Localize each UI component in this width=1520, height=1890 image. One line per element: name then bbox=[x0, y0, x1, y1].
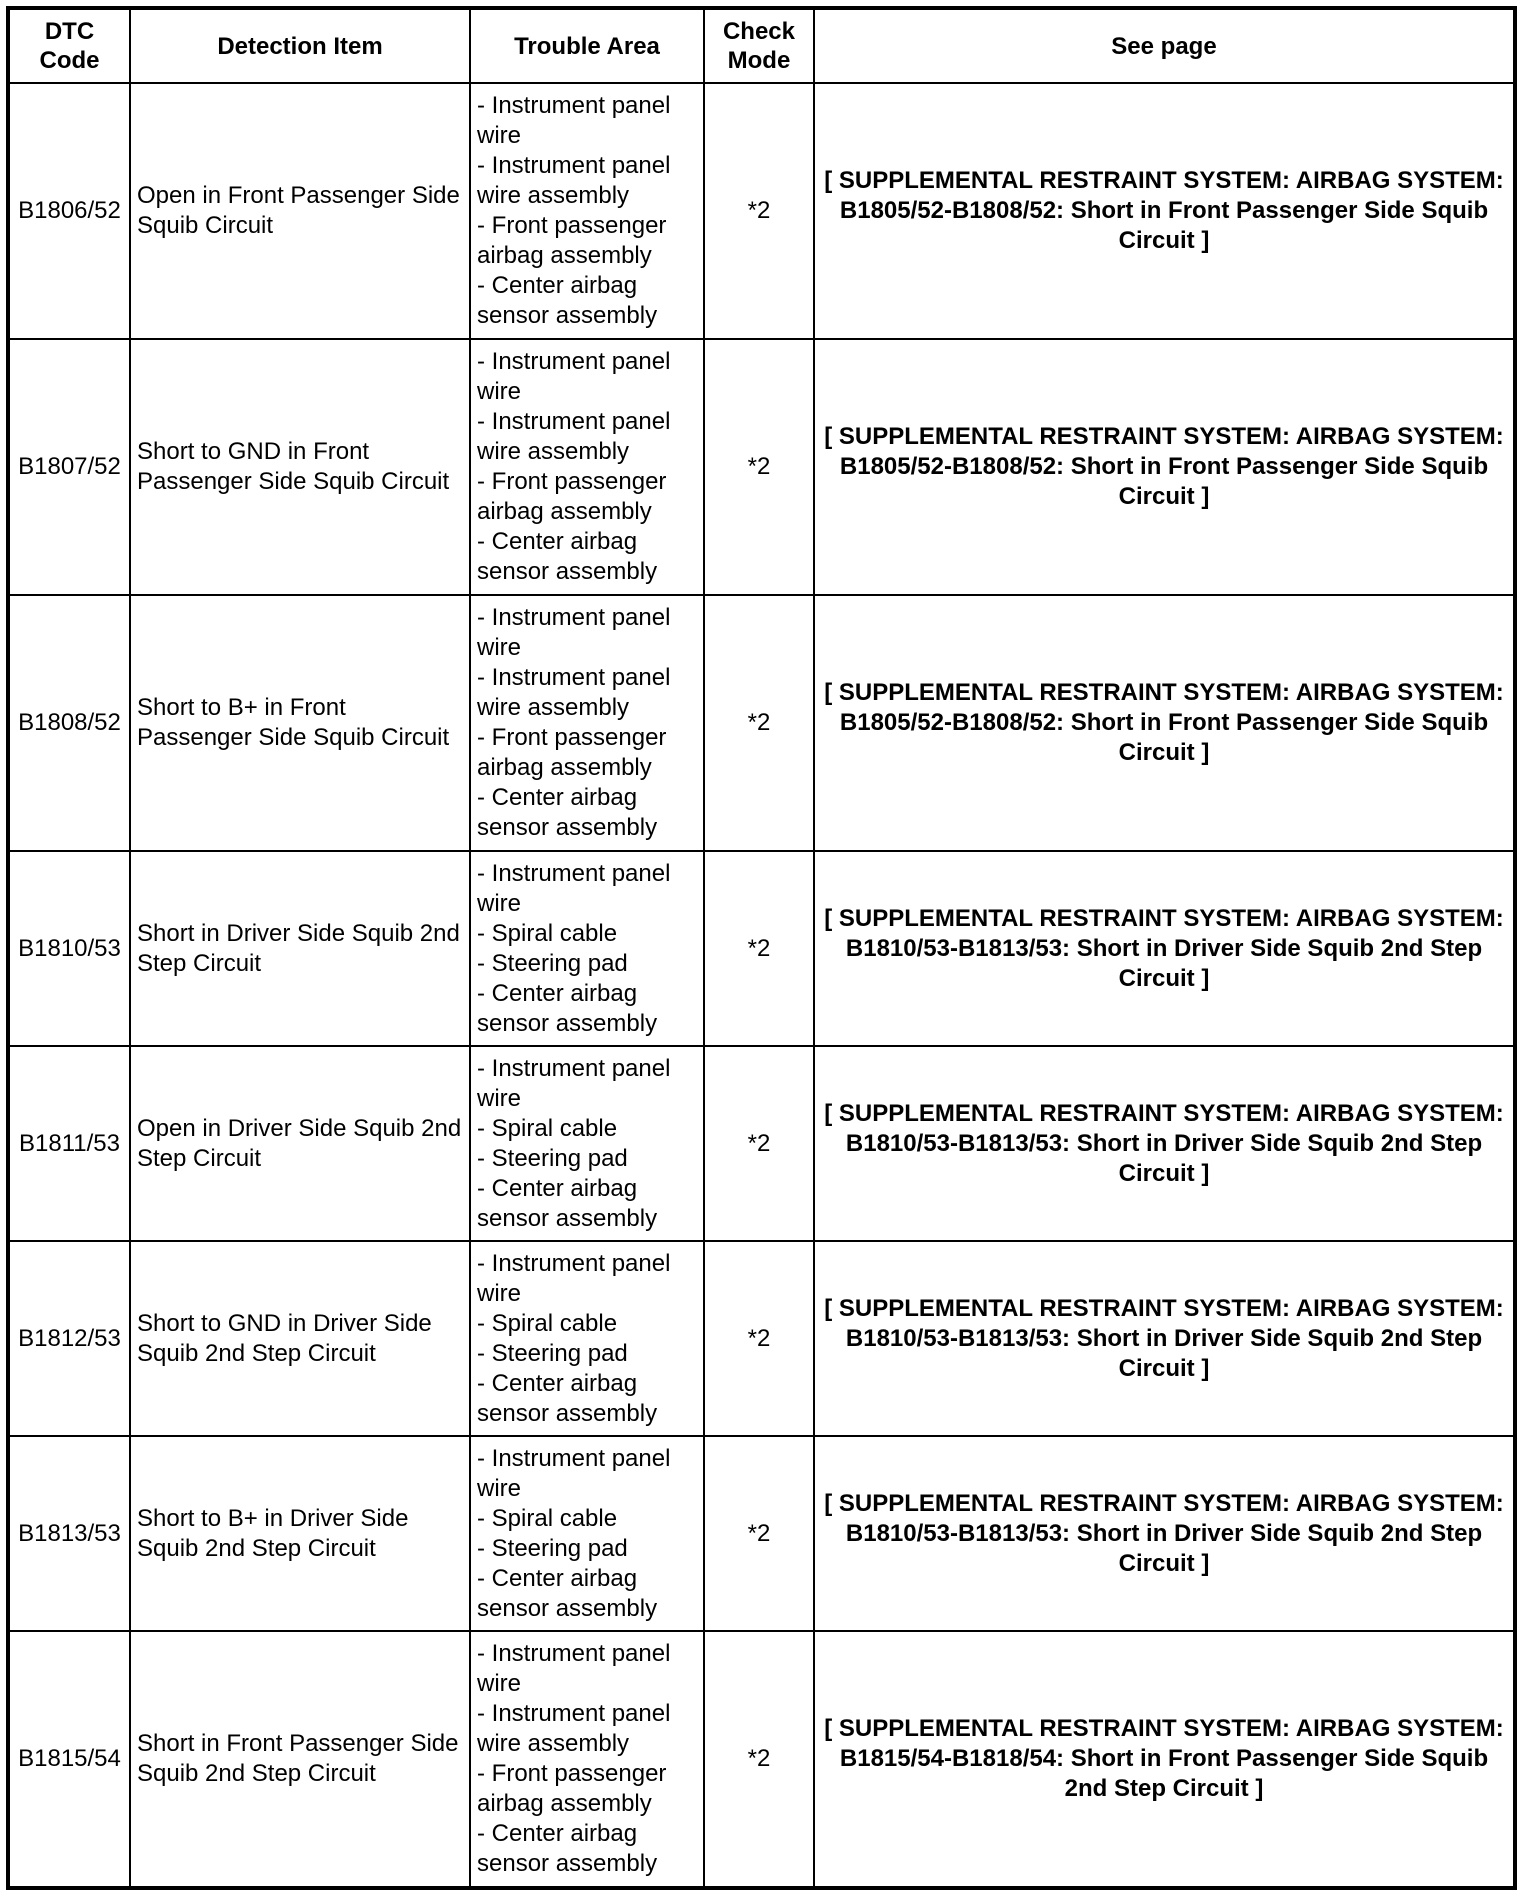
trouble-area: - Instrument panel wire - Spiral cable - Steering pad - Center airbag sensor assembly bbox=[470, 1241, 704, 1436]
see-page-link[interactable]: [ SUPPLEMENTAL RESTRAINT SYSTEM: AIRBAG SYSTEM: B1805/52-B1808/52: Short in Front Passenger Side Squib Circuit ] bbox=[814, 595, 1515, 851]
table-row bbox=[8, 339, 1515, 595]
see-page-link[interactable]: [ SUPPLEMENTAL RESTRAINT SYSTEM: AIRBAG SYSTEM: B1810/53-B1813/53: Short in Driver Side Squib 2nd Step Circuit ] bbox=[814, 1241, 1515, 1436]
dtc-code: B1813/53 bbox=[8, 1436, 130, 1631]
header-see-page: See page bbox=[814, 8, 1515, 83]
dtc-table bbox=[6, 6, 1517, 1890]
detection-item: Short to B+ in Front Passenger Side Squib Circuit bbox=[130, 595, 470, 851]
check-mode: *2 bbox=[704, 1241, 814, 1436]
dtc-code: B1806/52 bbox=[8, 83, 130, 339]
detection-item: Short in Front Passenger Side Squib 2nd Step Circuit bbox=[130, 1631, 470, 1888]
detection-item: Open in Front Passenger Side Squib Circuit bbox=[130, 83, 470, 339]
dtc-code: B1807/52 bbox=[8, 339, 130, 595]
trouble-area: - Instrument panel wire - Spiral cable - Steering pad - Center airbag sensor assembly bbox=[470, 1046, 704, 1241]
see-page-link[interactable]: [ SUPPLEMENTAL RESTRAINT SYSTEM: AIRBAG SYSTEM: B1805/52-B1808/52: Short in Front Passenger Side Squib Circuit ] bbox=[814, 339, 1515, 595]
check-mode: *2 bbox=[704, 1436, 814, 1631]
dtc-code: B1808/52 bbox=[8, 595, 130, 851]
trouble-area: - Instrument panel wire - Spiral cable - Steering pad - Center airbag sensor assembly bbox=[470, 851, 704, 1046]
table-row bbox=[8, 1631, 1515, 1888]
trouble-area: - Instrument panel wire - Instrument panel wire assembly - Front passenger airbag assembly - Center airbag sensor assembly bbox=[470, 83, 704, 339]
table-row bbox=[8, 1046, 1515, 1241]
table-row bbox=[8, 1241, 1515, 1436]
check-mode: *2 bbox=[704, 1046, 814, 1241]
trouble-area: - Instrument panel wire - Spiral cable - Steering pad - Center airbag sensor assembly bbox=[470, 1436, 704, 1631]
see-page-link[interactable]: [ SUPPLEMENTAL RESTRAINT SYSTEM: AIRBAG SYSTEM: B1810/53-B1813/53: Short in Driver Side Squib 2nd Step Circuit ] bbox=[814, 1046, 1515, 1241]
check-mode: *2 bbox=[704, 595, 814, 851]
detection-item: Short to GND in Driver Side Squib 2nd Step Circuit bbox=[130, 1241, 470, 1436]
see-page-link[interactable]: [ SUPPLEMENTAL RESTRAINT SYSTEM: AIRBAG SYSTEM: B1805/52-B1808/52: Short in Front Passenger Side Squib Circuit ] bbox=[814, 83, 1515, 339]
trouble-area: - Instrument panel wire - Instrument panel wire assembly - Front passenger airbag assembly - Center airbag sensor assembly bbox=[470, 595, 704, 851]
header-check-mode: Check Mode bbox=[704, 8, 814, 83]
see-page-link[interactable]: [ SUPPLEMENTAL RESTRAINT SYSTEM: AIRBAG SYSTEM: B1815/54-B1818/54: Short in Front Passenger Side Squib 2nd Step Circuit ] bbox=[814, 1631, 1515, 1888]
trouble-area: - Instrument panel wire - Instrument panel wire assembly - Front passenger airbag assembly - Center airbag sensor assembly bbox=[470, 339, 704, 595]
table-row bbox=[8, 83, 1515, 339]
dtc-code: B1815/54 bbox=[8, 1631, 130, 1888]
dtc-code: B1812/53 bbox=[8, 1241, 130, 1436]
see-page-link[interactable]: [ SUPPLEMENTAL RESTRAINT SYSTEM: AIRBAG SYSTEM: B1810/53-B1813/53: Short in Driver Side Squib 2nd Step Circuit ] bbox=[814, 851, 1515, 1046]
header-detection-item: Detection Item bbox=[130, 8, 470, 83]
detection-item: Short in Driver Side Squib 2nd Step Circuit bbox=[130, 851, 470, 1046]
header-dtc-code: DTC Code bbox=[8, 8, 130, 83]
trouble-area: - Instrument panel wire - Instrument panel wire assembly - Front passenger airbag assembly - Center airbag sensor assembly bbox=[470, 1631, 704, 1888]
check-mode: *2 bbox=[704, 339, 814, 595]
table-row bbox=[8, 595, 1515, 851]
check-mode: *2 bbox=[704, 83, 814, 339]
table-row bbox=[8, 1436, 1515, 1631]
check-mode: *2 bbox=[704, 851, 814, 1046]
dtc-code: B1811/53 bbox=[8, 1046, 130, 1241]
dtc-code: B1810/53 bbox=[8, 851, 130, 1046]
header-trouble-area: Trouble Area bbox=[470, 8, 704, 83]
check-mode: *2 bbox=[704, 1631, 814, 1888]
table-row bbox=[8, 851, 1515, 1046]
detection-item: Open in Driver Side Squib 2nd Step Circuit bbox=[130, 1046, 470, 1241]
see-page-link[interactable]: [ SUPPLEMENTAL RESTRAINT SYSTEM: AIRBAG SYSTEM: B1810/53-B1813/53: Short in Driver Side Squib 2nd Step Circuit ] bbox=[814, 1436, 1515, 1631]
detection-item: Short to B+ in Driver Side Squib 2nd Step Circuit bbox=[130, 1436, 470, 1631]
detection-item: Short to GND in Front Passenger Side Squib Circuit bbox=[130, 339, 470, 595]
header-row bbox=[8, 8, 1515, 83]
